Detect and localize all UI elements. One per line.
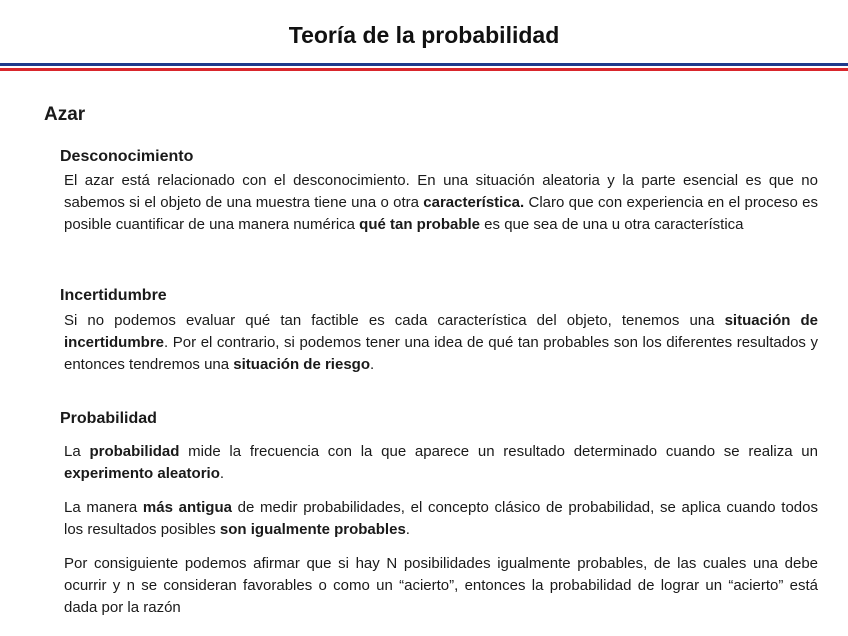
bold-probabilidad: probabilidad: [89, 443, 180, 460]
title-rule-red: [0, 68, 848, 71]
text-run: Si no podemos evaluar qué tan factible es cada característica del objeto, tenemos una: [64, 312, 725, 329]
text-run: La: [64, 443, 90, 460]
text-run: es que sea de una u otra característica: [480, 216, 744, 233]
subheading-probabilidad: Probabilidad: [60, 410, 157, 427]
bold-mas-antigua: más antigua: [142, 499, 232, 516]
paragraph-probabilidad-1: [64, 441, 818, 485]
text-run: El azar está relacionado con el desconocimiento. En una situación aleatoria y la parte esencial es que no sabemos si el objeto de una muestra tiene una o otra: [64, 172, 818, 211]
slide-title: Teoría de la probabilidad: [288, 22, 560, 48]
bold-que-tan-probable: qué tan probable: [359, 216, 481, 233]
text-run: .: [369, 356, 375, 373]
text-run: . Por el contrario, si podemos tener una idea de qué tan probables son los diferentes resultados y entonces tendremos una: [64, 334, 818, 373]
text-run: mide la frecuencia con la que aparece un resultado determinado cuando se realiza un: [179, 443, 818, 460]
bold-situacion-riesgo: situación de riesgo: [233, 356, 370, 373]
subheading-incertidumbre: Incertidumbre: [60, 287, 167, 304]
title-rule-blue: [0, 63, 848, 66]
bold-caracteristica: característica.: [423, 194, 525, 211]
text-run: Claro que con experiencia en el proceso es posible cuantificar de una manera numérica: [64, 194, 818, 233]
text-run: .: [219, 465, 225, 482]
paragraph-incertidumbre: [64, 310, 818, 376]
paragraph-desconocimiento: [64, 170, 818, 236]
subheading-desconocimiento: Desconocimiento: [60, 148, 194, 165]
text-run: La manera: [64, 499, 143, 516]
paragraph-probabilidad-3: Por consiguiente podemos afirmar que si hay N posibilidades igualmente probables, de las cuales una debe ocurrir y n se consideran favorables o como un “acierto”, entonces la probabilidad de lograr un “acierto” está dada por la razón: [64, 555, 818, 616]
bold-igualmente-probables: son igualmente probables: [219, 521, 406, 538]
bold-situacion-incertidumbre: situación de incertidumbre: [64, 312, 818, 351]
bold-experimento-aleatorio: experimento aleatorio: [64, 465, 220, 482]
text-run: de medir probabilidades, el concepto clásico de probabilidad, se aplica cuando todos los resultados posibles: [64, 499, 818, 538]
text-run: .: [405, 521, 410, 538]
section-heading-azar: Azar: [44, 104, 86, 125]
paragraph-probabilidad-2: [64, 497, 818, 541]
